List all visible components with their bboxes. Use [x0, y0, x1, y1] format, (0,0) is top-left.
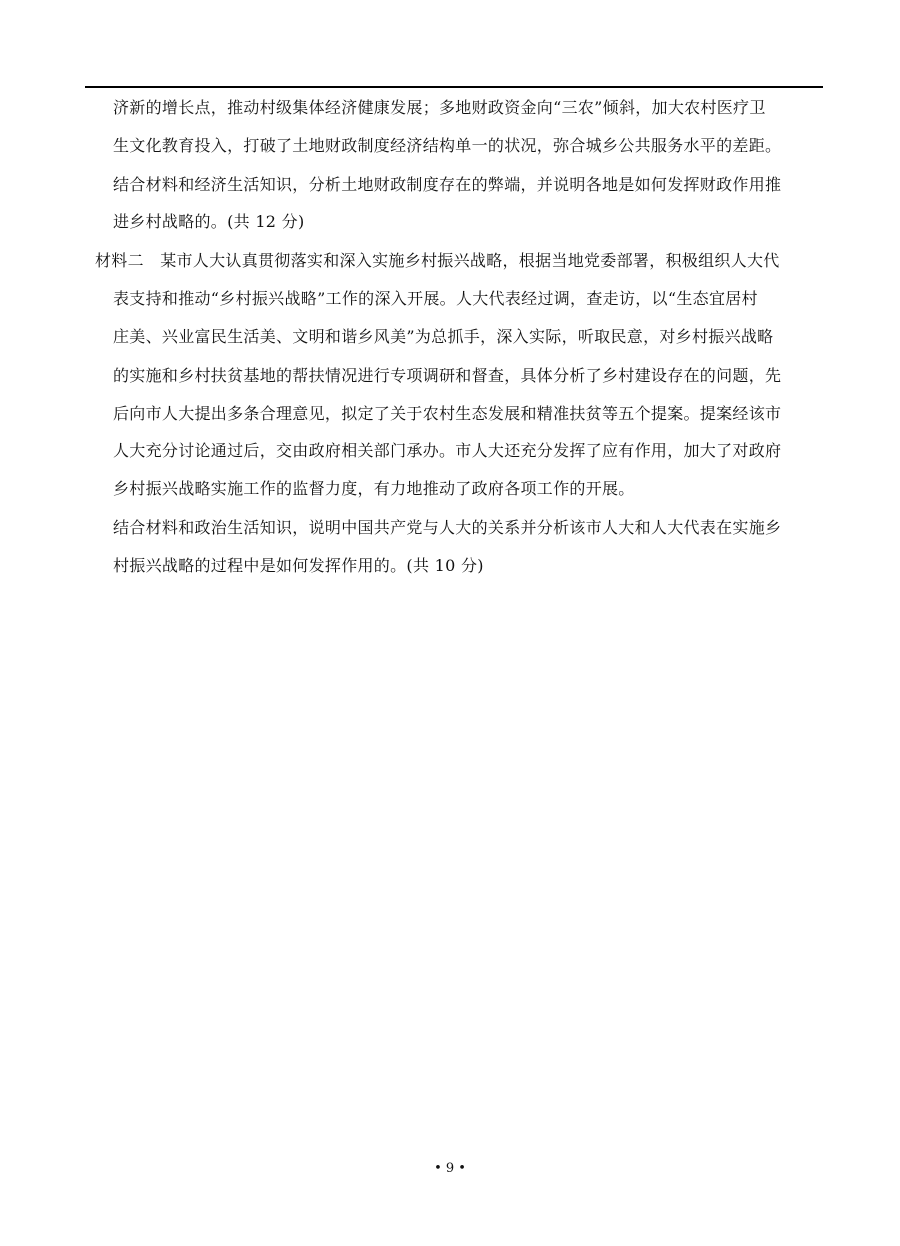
text-line: 的实施和乡村扶贫基地的帮扶情况进行专项调研和督查，具体分析了乡村建设存在的问题，先	[113, 366, 782, 385]
page-number: • 9 •	[434, 1161, 466, 1176]
material-two-heading-line: 材料二 某市人大认真贯彻落实和深入实施乡村振兴战略，根据当地党委部署，积极组织人大代	[95, 251, 780, 270]
text-line: 庄美、兴业富民生活美、文明和谐乡风美”为总抓手，深入实际，听取民意，对乡村振兴战略	[113, 327, 774, 346]
text-line: 生文化教育投入，打破了土地财政制度经济结构单一的状况，弥合城乡公共服务水平的差距。	[113, 136, 782, 155]
question-prompt-line: 村振兴战略的过程中是如何发挥作用的。(共 10 分)	[113, 556, 484, 575]
text-line: 济新的增长点，推动村级集体经济健康发展；多地财政资金向“三农”倾斜，加大农村医疗卫	[113, 98, 766, 117]
question-prompt-line: 结合材料和经济生活知识，分析土地财政制度存在的弊端，并说明各地是如何发挥财政作用推	[113, 175, 782, 194]
text-line: 乡村振兴战略实施工作的监督力度，有力地推动了政府各项工作的开展。	[113, 479, 635, 498]
question-prompt-line: 结合材料和政治生活知识，说明中国共产党与人大的关系并分析该市人大和人大代表在实施乡	[113, 518, 782, 537]
header-rule	[85, 86, 823, 88]
text-line: 表支持和推动“乡村振兴战略”工作的深入开展。人大代表经过调，查走访，以“生态宜居村	[113, 289, 758, 308]
text-line: 人大充分讨论通过后，交由政府相关部门承办。市人大还充分发挥了应有作用，加大了对政府	[113, 441, 782, 460]
question-prompt-line: 进乡村战略的。(共 12 分)	[113, 212, 305, 231]
text-line: 后向市人大提出多条合理意见，拟定了关于农村生态发展和精准扶贫等五个提案。提案经该市	[113, 404, 782, 423]
